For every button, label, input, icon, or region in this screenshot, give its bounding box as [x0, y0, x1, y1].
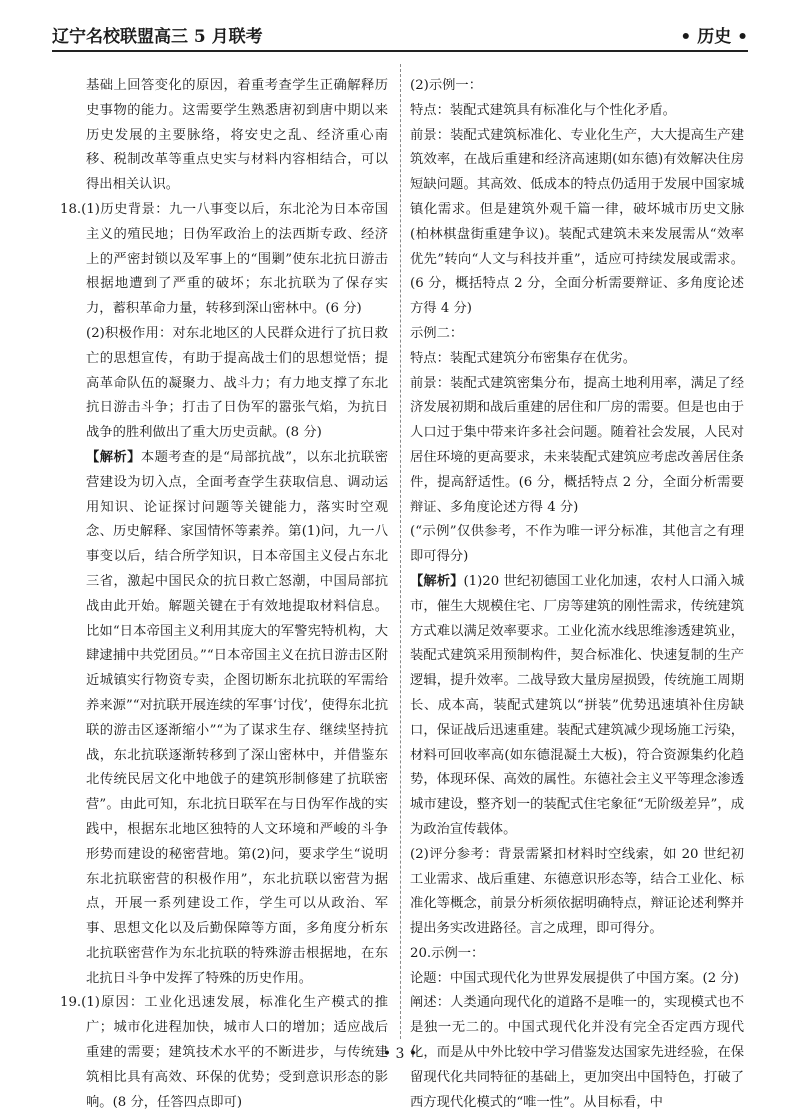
exam-title: 辽宁名校联盟高三 5 月联考: [52, 27, 263, 47]
q18-analysis-text: 本题考查的是“局部抗战”，以东北抗联密营建设为切入点，全面考查学生获取信息、调动运用知识、论证探讨问题等关键能力，落实时空观念、历史解释、家国情怀等素养。第(1)问，九一八事变以后，结合所学知识，日本帝国主义侵占东北三省，激起中国民众的抗日救亡怒潮，中国局部抗战由此开始。解题关键在于有效地提取材料信息。比如“日本帝国主义利用其庞大的军警宪特机构，大肆逮捕中共党团员。”“日本帝国主义在抗日游击区附近城镇实行物资专卖，企图切断东北抗联的军需给养来源”“对抗联开展连续的军事‘讨伐’，使得东北抗联的游击区逐渐缩小”“为了谋求生存、继续坚持抗战，东北抗联逐渐转移到了深山密林中，并借鉴东北传统民居文化中地戗子的建筑形制修建了抗联密营”。由此可知，东北抗日联军在与日伪军作战的实践中，根据东北地区独特的人文环境和严峻的斗争形势而建设的秘密营地。第(2)问，要求学生“说明东北抗联密营的积极作用”，东北抗联以密营为据点，开展一系列建设工作，学生可以从政治、军事、思想文化以及后勤保障等方面，多角度分析东北抗联密营作为东北抗联的特殊游击根据地，在东北抗日斗争中发挥了特殊的历史作用。: [86, 449, 388, 986]
example2-heading: 示例二：: [410, 325, 464, 341]
column-divider: [400, 64, 401, 1039]
q20-heading: 20.示例一：: [410, 945, 485, 961]
page-number: • 3 •: [382, 1046, 418, 1062]
q18-part1: 18.(1)历史背景：九一八事变以后，东北沦为日本帝国主义的殖民地；日伪军政治上的法西斯专政、经济上的严密封锁以及军事上的“围剿”使东北抗日游击根据地遭到了严重的破坏；东北抗联为了保存实力，蓄积革命力量，转移到深山密林中。(6 分): [60, 201, 388, 317]
q18-part2: (2)积极作用：对东北地区的人民群众进行了抗日救亡的思想宣传，有助于提高战士们的思想觉悟；提高革命队伍的凝聚力、战斗力；有力地支撑了东北抗日游击斗争；打击了日伪军的嚣张气焰，为抗日战争的胜利做出了重大历史贡献。(8 分): [86, 325, 388, 441]
subject-label: • 历史 •: [680, 27, 748, 47]
q19-part1: 19.(1)原因：工业化迅速发展，标准化生产模式的推广；城市化进程加快，城市人口的增加；适应战后重建的需要；建筑技术水平的不断进步，与传统建筑相比具有高效、环保的优势；受到意识形态的影响。(8 分，任答四点即可): [60, 995, 388, 1110]
q17-continuation: 基础上回答变化的原因，着重考查学生正确解释历史事物的能力。这需要学生熟悉唐初到唐中期以来历史发展的主要脉络，将安史之乱、经济重心南移、税制改革等重点史实与材料内容相结合，可以得出相关认识。: [86, 78, 388, 193]
q18-analysis: [60, 446, 388, 992]
example2-feature: 特点：装配式建筑分布密集存在优劣。: [410, 350, 637, 366]
q19-analysis: [410, 570, 744, 843]
example1-feature: 特点：装配式建筑具有标准化与个性化矛盾。: [410, 102, 676, 118]
example1-body: 前景：装配式建筑标准化、专业化生产，大大提高生产建筑效率，在战后重建和经济高速期(如东德)有效解决住房短缺问题。其高效、低成本的特点仍适用于发展中国家城镇化需求。但是建筑外观千篇一律，破坏城市历史文脉(柏林棋盘街重建争议)。装配式建筑未来发展需从“效率优先”转向“人文与科技并重”，适应可持续发展或需求。(6 分，概括特点 2 分，全面分析需要辩证、多角度论述方得 4 分): [410, 127, 744, 317]
example-note: (“示例”仅供参考，不作为唯一评分标准，其他言之有理即可得分): [410, 524, 744, 565]
right-column: [410, 74, 744, 1115]
q19-analysis-2: (2)评分参考：背景需紧扣材料时空线索，如 20 世纪初工业需求、战后重建、东德意识形态等，结合工业化、标准化等概念，前景分析须依据明确特点，辩证论述利弊并提出务实改进路径。言之成理，即可得分。: [410, 846, 744, 937]
page-header: [52, 20, 748, 52]
analysis-tag: 【解析】: [410, 573, 464, 589]
q20-thesis: 论题：中国式现代化为世界发展提供了中国方案。(2 分): [410, 970, 739, 986]
left-column: [60, 74, 388, 1115]
analysis-tag: 【解析】: [86, 449, 141, 465]
q19-analysis-text-1: (1)20 世纪初德国工业化加速，农村人口涌入城市，催生大规模住宅、厂房等建筑的刚性需求，传统建筑方式难以满足效率要求。工业化流水线思维渗透建筑业，装配式建筑采用预制构件，契合标准化、快速复制的生产逻辑，提升效率。二战导致大量房屋损毁，传统施工周期长、成本高，装配式建筑以“拼装”优势迅速填补住房缺口，保证战后迅速重建。装配式建筑减少现场施工污染，材料可回收率高(如东德混凝土大板)，符合资源集约化趋势，体现环保、高效的属性。东德社会主义平等理念渗透城市建设，整齐划一的装配式住宅象征“无阶级差异”，成为政治宣传载体。: [410, 573, 745, 837]
q19-part2-heading: (2)示例一：: [410, 78, 483, 93]
example2-body: 前景：装配式建筑密集分布，提高土地利用率，满足了经济发展初期和战后重建的居住和厂房的需要。但是也由于人口过于集中带来许多社会问题。随着社会发展，人民对居住环境的更高要求，未来装配式建筑应考虑改善居住条件，提高舒适性。(6 分，概括特点 2 分，全面分析需要辩证、多角度论述方得 4 分): [410, 375, 744, 515]
q20-body: 阐述：人类通向现代化的道路不是唯一的，实现模式也不是独一无二的。中国式现代化并没有完全否定西方现代化，而是从中外比较中学习借鉴发达国家先进经验，在保留现代化共同特征的基础上，更加突出中国特色，打破了西方现代化模式的“唯一性”。从目标看，中: [410, 995, 744, 1110]
